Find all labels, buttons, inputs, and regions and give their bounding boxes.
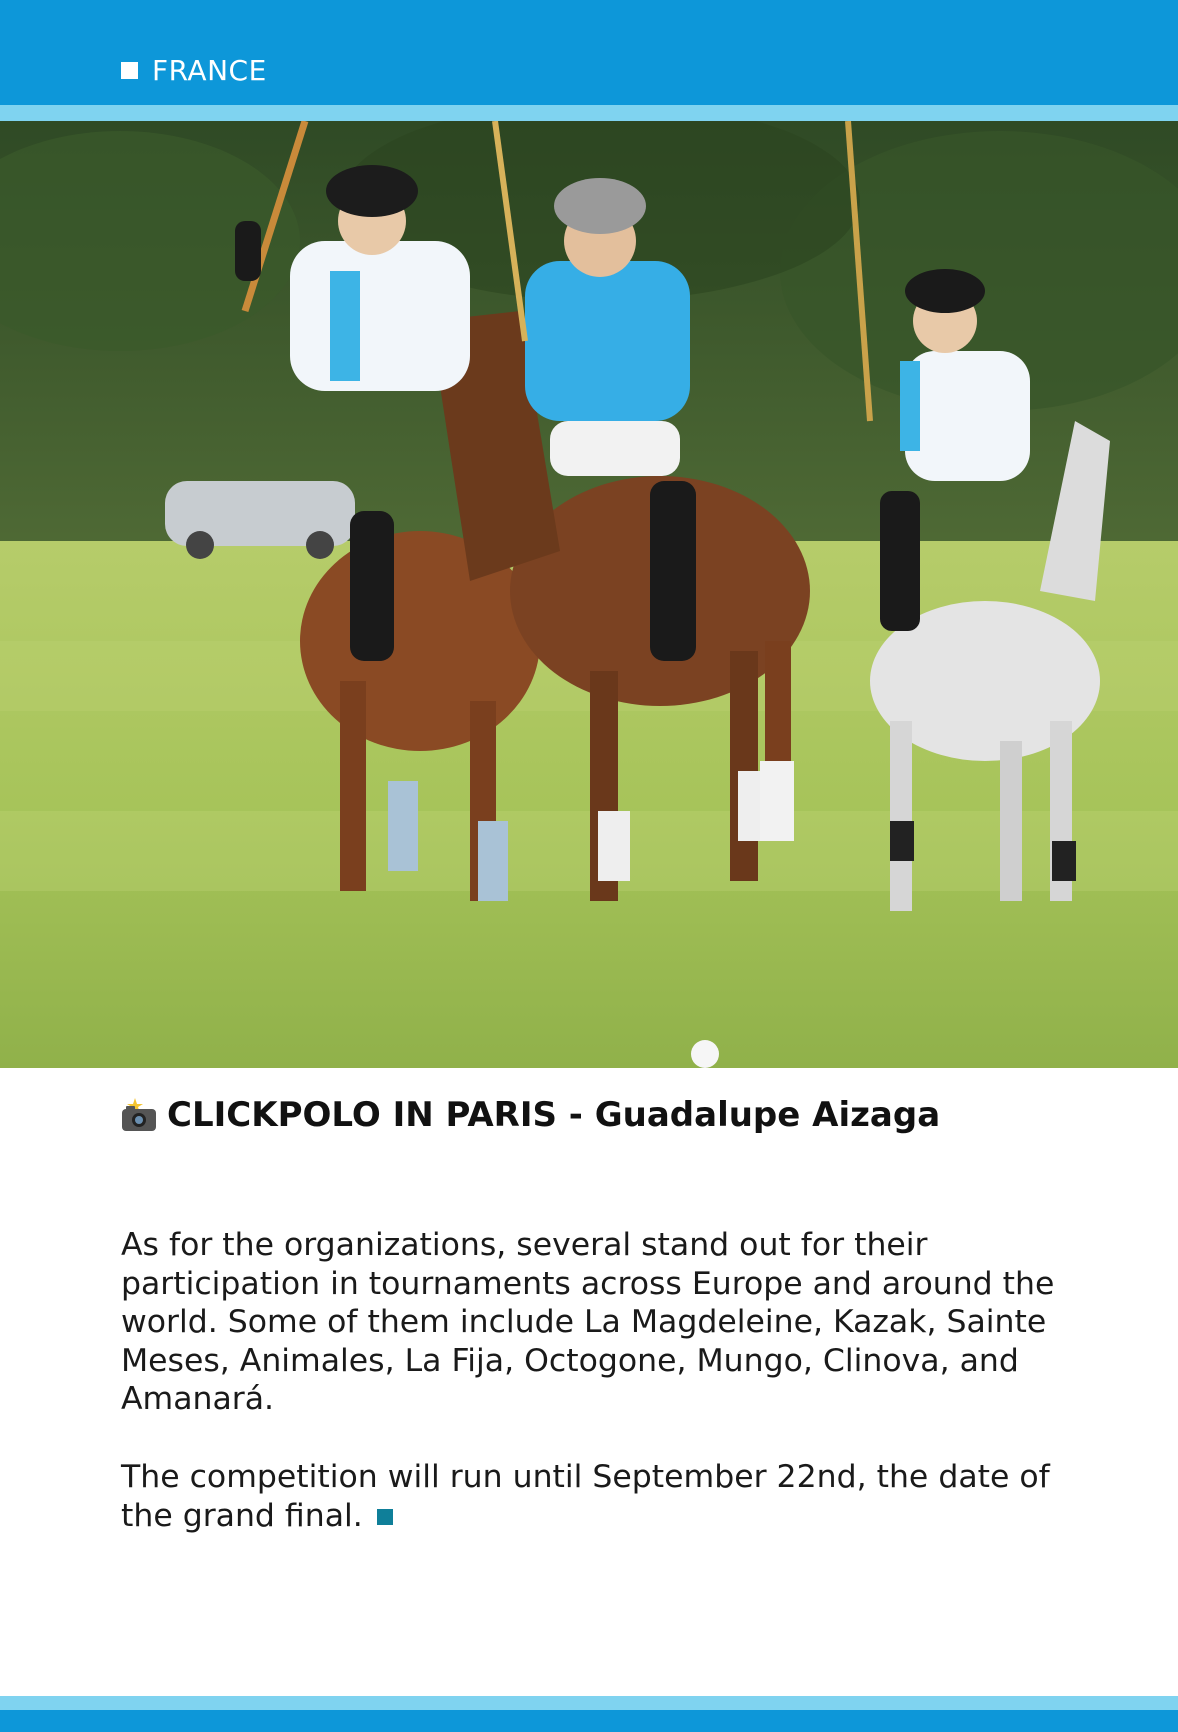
photo-caption xyxy=(121,1090,940,1140)
camera-flash-icon xyxy=(121,1098,157,1132)
article-body xyxy=(121,1226,1081,1574)
header-stripe xyxy=(0,105,1178,121)
footer-bar xyxy=(0,1710,1178,1732)
article-paragraph-last xyxy=(121,1458,1081,1535)
article-paragraph: As for the organizations, several stand out for their participation in tournaments across Europe and around the world. Some of them include La Magdeleine, Kazak, Sainte Meses, Animales, La Fija, Octogone, Mungo, Clinova, and Amanará. xyxy=(121,1227,1055,1418)
square-bullet-icon xyxy=(121,62,138,79)
article-paragraph-text: The competition will run until September 22nd, the date of the grand final. xyxy=(121,1458,1050,1534)
end-of-article-square-icon xyxy=(377,1509,393,1525)
section-label xyxy=(121,50,267,90)
section-label-text: FRANCE xyxy=(152,53,267,87)
caption-text: CLICKPOLO IN PARIS - Guadalupe Aizaga xyxy=(167,1095,941,1135)
footer-stripe xyxy=(0,1696,1178,1710)
polo-photo xyxy=(0,121,1178,1068)
